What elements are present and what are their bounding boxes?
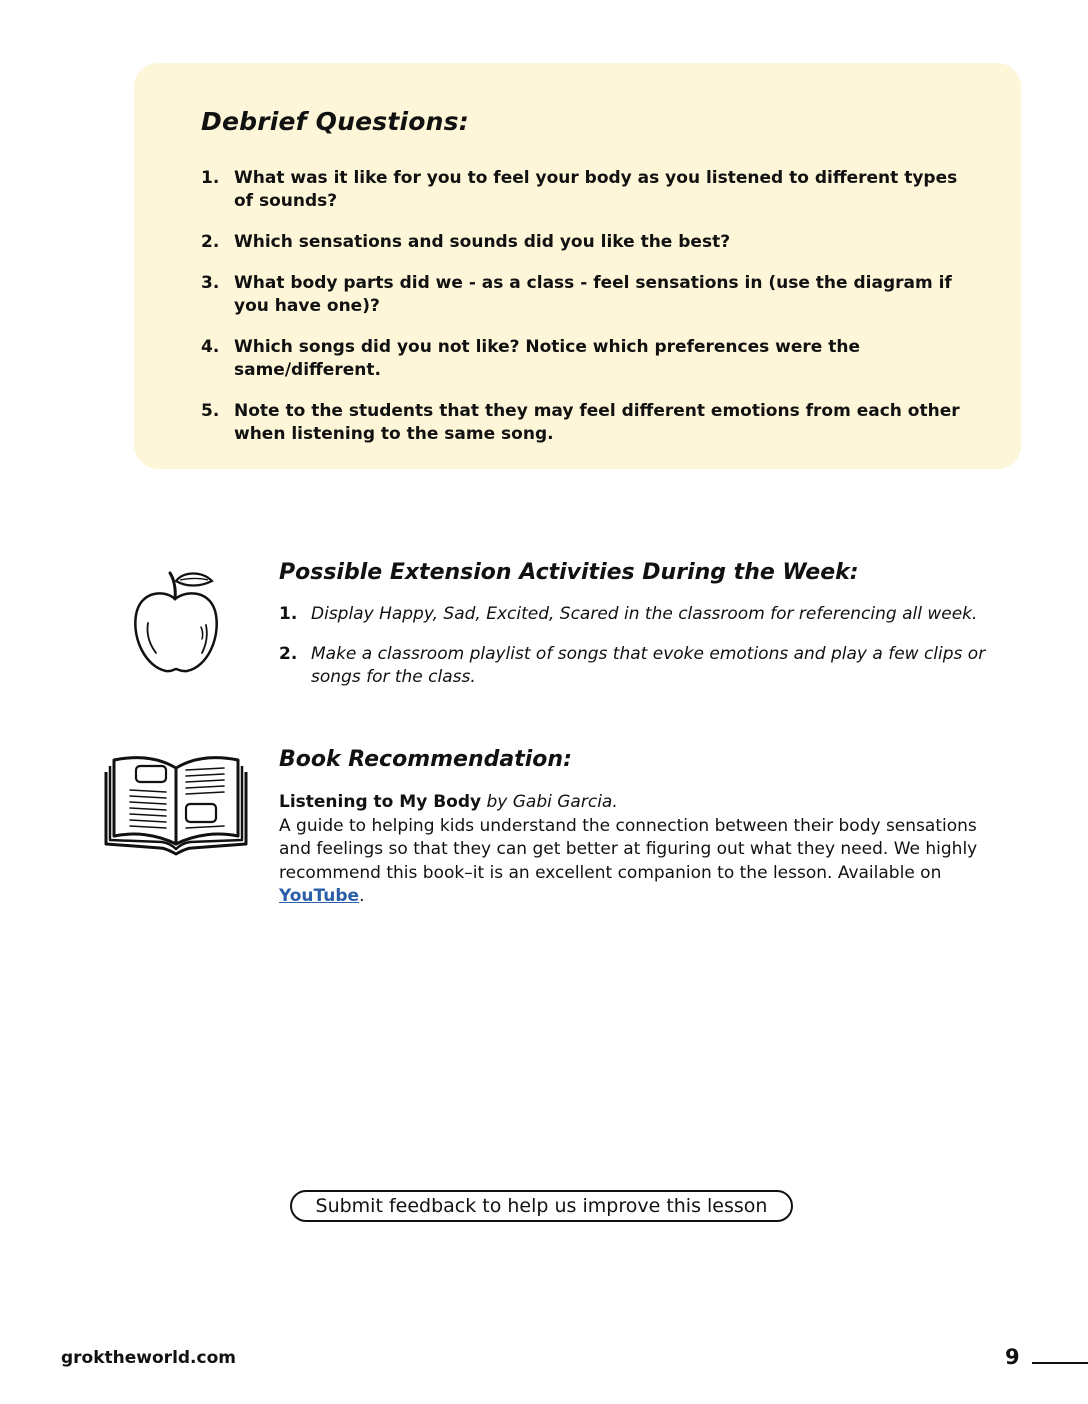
book-description: A guide to helping kids understand the connection between their body sensations and feelings so that they can get better at figuring out what they need. We highly recommend this book–it is an excellent companion to the lesson. Available on	[279, 815, 978, 883]
extension-list	[279, 603, 1009, 706]
extension-item: 2. Make a classroom playlist of songs that evoke emotions and play a few clips or songs for the class.	[279, 644, 986, 687]
debrief-item: 4. Which songs did you not like? Notice which preferences were the same/different.	[201, 337, 861, 380]
footer-rule	[1032, 1362, 1088, 1364]
debrief-item: 1. What was it like for you to feel your body as you listened to different types of sounds?	[201, 168, 958, 211]
youtube-link[interactable]: YouTube	[279, 886, 360, 906]
debrief-item: 3. What body parts did we - as a class - feel sensations in (use the diagram if you have one)?	[201, 273, 952, 316]
page-number: 9	[1005, 1345, 1020, 1369]
submit-feedback-button[interactable]: Submit feedback to help us improve this lesson	[290, 1190, 793, 1222]
extension-item: 1. Display Happy, Sad, Excited, Scared in the classroom for referencing all week.	[279, 604, 978, 624]
open-book-icon	[100, 748, 252, 860]
debrief-questions-box	[134, 63, 1021, 469]
extension-title: Possible Extension Activities During the Week:	[279, 560, 859, 585]
debrief-item: 2. Which sensations and sounds did you like the best?	[201, 232, 731, 252]
book-author: by Gabi Garcia.	[481, 792, 618, 812]
debrief-item: 5. Note to the students that they may feel different emotions from each other when listening to the same song.	[201, 401, 960, 444]
book-title: Listening to My Body	[279, 792, 482, 812]
book-recommendation-body: Listening to My Body by Gabi Garcia. A guide to helping kids understand the connection between their body sensations and feelings so that they can get better at figuring out what they need. We highly recommend this book–it is an excellent companion to the lesson. Available on YouTube.	[279, 792, 978, 906]
debrief-list	[201, 167, 961, 464]
book-recommendation-title: Book Recommendation:	[279, 747, 572, 772]
footer-site: groktheworld.com	[61, 1348, 236, 1368]
apple-icon	[128, 565, 224, 677]
debrief-title: Debrief Questions:	[201, 107, 469, 136]
